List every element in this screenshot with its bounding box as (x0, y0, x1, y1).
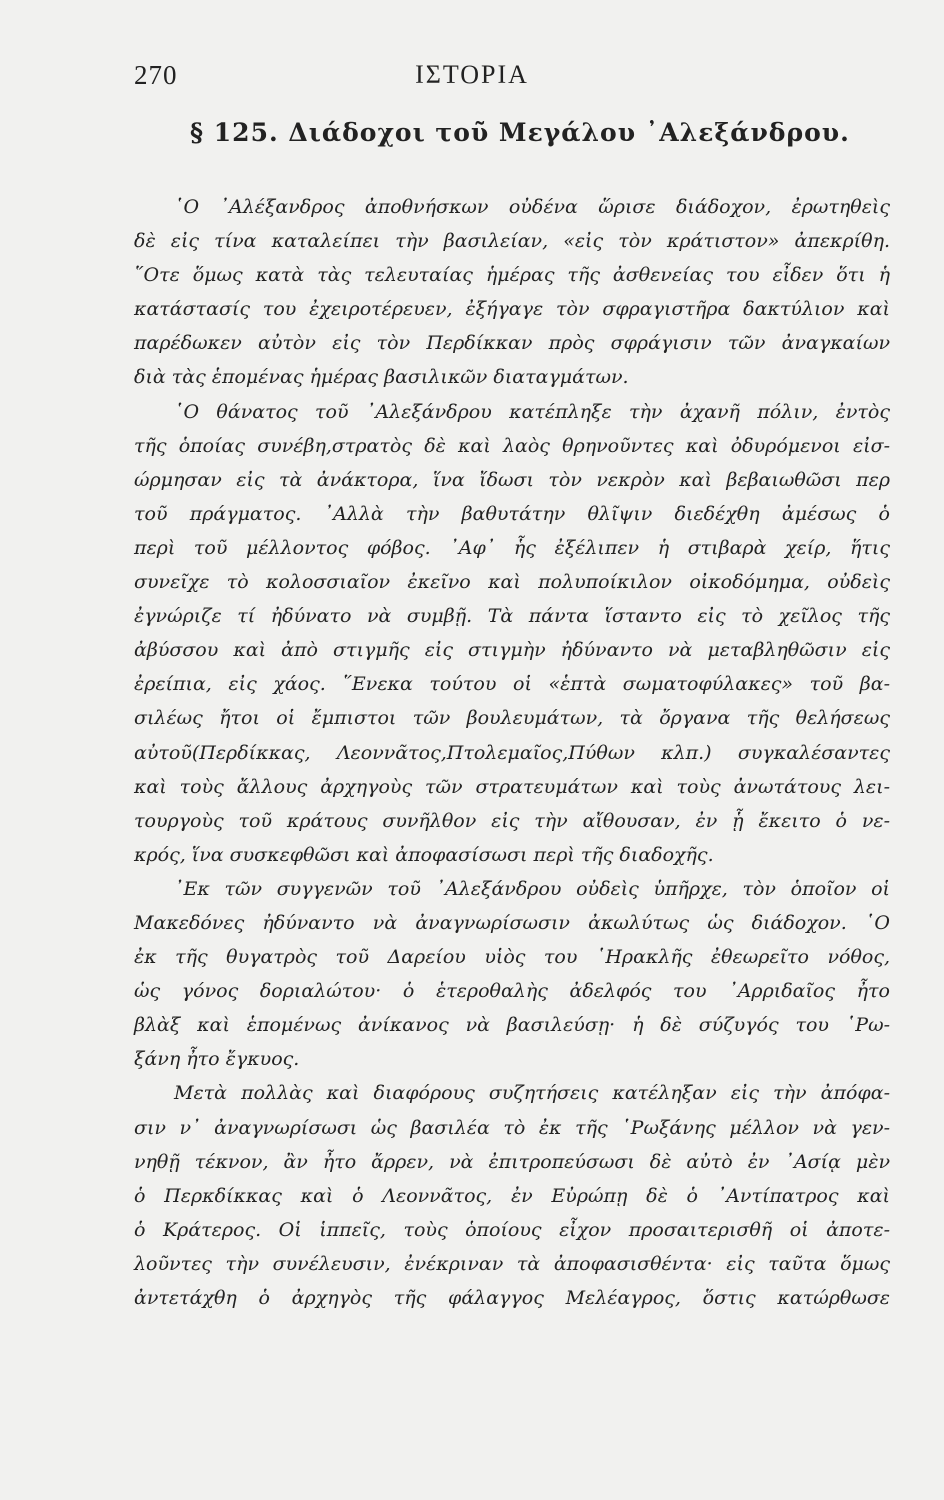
text-line: ἐγνώριζε τί ἠδύνατο νὰ συμβῇ. Τὰ πάντα ἵσταντο εἰς τὸ χεῖλος τῆς (134, 605, 890, 628)
text-line: τουργοὺς τοῦ κράτους συνῆλθον εἰς τὴν αἴθουσαν, ἐν ᾗ ἔκειτο ὁ νε- (134, 809, 890, 832)
page-number: 270 (134, 60, 178, 90)
body-text (134, 190, 890, 1315)
text-line: ἐκ τῆς θυγατρὸς τοῦ Δαρείου υἱὸς του ῾Ηρακλῆς ἐθεωρεῖτο νόθος, (134, 946, 890, 969)
text-line: ἐρείπια, εἰς χάος. ῞Ενεκα τούτου οἱ «ἑπτὰ σωματοφύλακες» τοῦ βα- (134, 673, 890, 696)
text-line: ῾Ο ᾽Αλέξανδρος ἀποθνήσκων οὐδένα ὥρισε διάδοχον, ἐρωτηθεὶς (174, 196, 890, 218)
text-line: ὡς γόνος δοριαλώτου· ὁ ἑτεροθαλὴς ἀδελφός του ᾽Αρριδαῖος ἦτο (134, 980, 890, 1003)
text-line: Μετὰ πολλὰς καὶ διαφόρους συζητήσεις κατέληξαν εἰς τὴν ἀπόφα- (174, 1082, 890, 1105)
text-line: ἀβύσσου καὶ ἀπὸ στιγμῆς εἰς στιγμὴν ἠδύναντο νὰ μεταβληθῶσιν εἰς (134, 639, 890, 662)
running-title: ΙΣΤΟΡΙΑ (415, 60, 529, 89)
text-line: τῆς ὁποίας συνέβη,στρατὸς δὲ καὶ λαὸς θρηνοῦντες καὶ ὀδυρόμενοι εἰσ- (134, 434, 890, 457)
section-heading: § 125. Διάδοχοι τοῦ Μεγάλου ᾽Αλεξάνδρου. (190, 118, 850, 147)
text-line: δὲ εἰς τίνα καταλείπει τὴν βασιλείαν, «εἰς τὸν κράτιστον» ἀπεκρίθη. (134, 230, 890, 253)
text-line: βλὰξ καὶ ἑπομένως ἀνίκανος νὰ βασιλεύσῃ· ἡ δὲ σύζυγός του ῾Ρω- (134, 1014, 890, 1037)
text-line: διὰ τὰς ἑπομένας ἡμέρας βασιλικῶν διαταγμάτων. (134, 366, 629, 389)
text-line: παρέδωκεν αὐτὸν εἰς τὸν Περδίκκαν πρὸς σφράγισιν τῶν ἀναγκαίων (134, 332, 890, 355)
text-line: κρός, ἵνα συσκεφθῶσι καὶ ἀποφασίσωσι περὶ τῆς διαδοχῆς. (134, 843, 714, 866)
text-line: Μακεδόνες ἠδύναντο νὰ ἀναγνωρίσωσιν ἀκωλύτως ὡς διάδοχον. ῾Ο (134, 911, 890, 934)
text-line: τοῦ πράγματος. ᾽Αλλὰ τὴν βαθυτάτην θλῖψιν διεδέχθη ἀμέσως ὁ (134, 502, 890, 525)
text-line: ἀντετάχθη ὁ ἀρχηγὸς τῆς φάλαγγος Μελέαγρος, ὅστις κατώρθωσε (134, 1287, 890, 1309)
text-line: ᾽Εκ τῶν συγγενῶν τοῦ ᾽Αλεξάνδρου οὐδεὶς ὑπῆρχε, τὸν ὁποῖον οἱ (174, 877, 890, 900)
text-line: κατάστασίς του ἐχειροτέρευεν, ἐξήγαγε τὸν σφραγιστῆρα δακτύλιον καὶ (134, 298, 890, 321)
text-line: σιλέως ἤτοι οἱ ἔμπιστοι τῶν βουλευμάτων, τὰ ὄργανα τῆς θελήσεως (134, 707, 890, 730)
text-line: ξάνη ἦτο ἔγκυος. (134, 1048, 300, 1071)
text-line: καὶ τοὺς ἄλλους ἀρχηγοὺς τῶν στρατευμάτων καὶ τοὺς ἀνωτάτους λει- (134, 775, 890, 798)
text-line: σιν ν᾽ ἀναγνωρίσωσι ὡς βασιλέα τὸ ἐκ τῆς ῾Ρωξάνης μέλλον νὰ γεν- (134, 1116, 890, 1139)
text-line: ὁ Κράτερος. Οἱ ἱππεῖς, τοὺς ὁποίους εἶχον προσαιτερισθῆ οἱ ἀποτε- (134, 1218, 890, 1241)
text-line: ῞Οτε ὅμως κατὰ τὰς τελευταίας ἡμέρας τῆς ἀσθενείας του εἶδεν ὅτι ἡ (134, 264, 890, 287)
text-line: νηθῇ τέκνον, ἂν ἦτο ἄρρεν, νὰ ἐπιτροπεύσωσι δὲ αὐτὸ ἐν ᾽Ασίᾳ μὲν (134, 1150, 890, 1173)
text-line: συνεῖχε τὸ κολοσσιαῖον ἐκεῖνο καὶ πολυποίκιλον οἰκοδόμημα, οὐδεὶς (134, 571, 890, 594)
text-line: λοῦντες τὴν συνέλευσιν, ἐνέκριναν τὰ ἀποφασισθέντα· εἰς ταῦτα ὅμως (134, 1252, 890, 1275)
text-line: ὁ Περκδίκκας καὶ ὁ Λεοννᾶτος, ἐν Εὐρώπῃ δὲ ὁ ᾽Αντίπατρος καὶ (134, 1184, 890, 1207)
text-line: αὐτοῦ(Περδίκκας, Λεοννᾶτος,Πτολεμαῖος,Πύθων κλπ.) συγκαλέσαντες (134, 741, 890, 764)
text-line: ώρμησαν εἰς τὰ ἀνάκτορα, ἵνα ἴδωσι τὸν νεκρὸν καὶ βεβαιωθῶσι περ (134, 468, 890, 491)
text-line: περὶ τοῦ μέλλοντος φόβος. ᾽Αφ᾽ ἧς ἐξέλιπεν ἡ στιβαρὰ χείρ, ἥτις (134, 536, 890, 559)
text-line: ῾Ο θάνατος τοῦ ᾽Αλεξάνδρου κατέπληξε τὴν ἀχανῆ πόλιν, ἐντὸς (174, 400, 890, 423)
